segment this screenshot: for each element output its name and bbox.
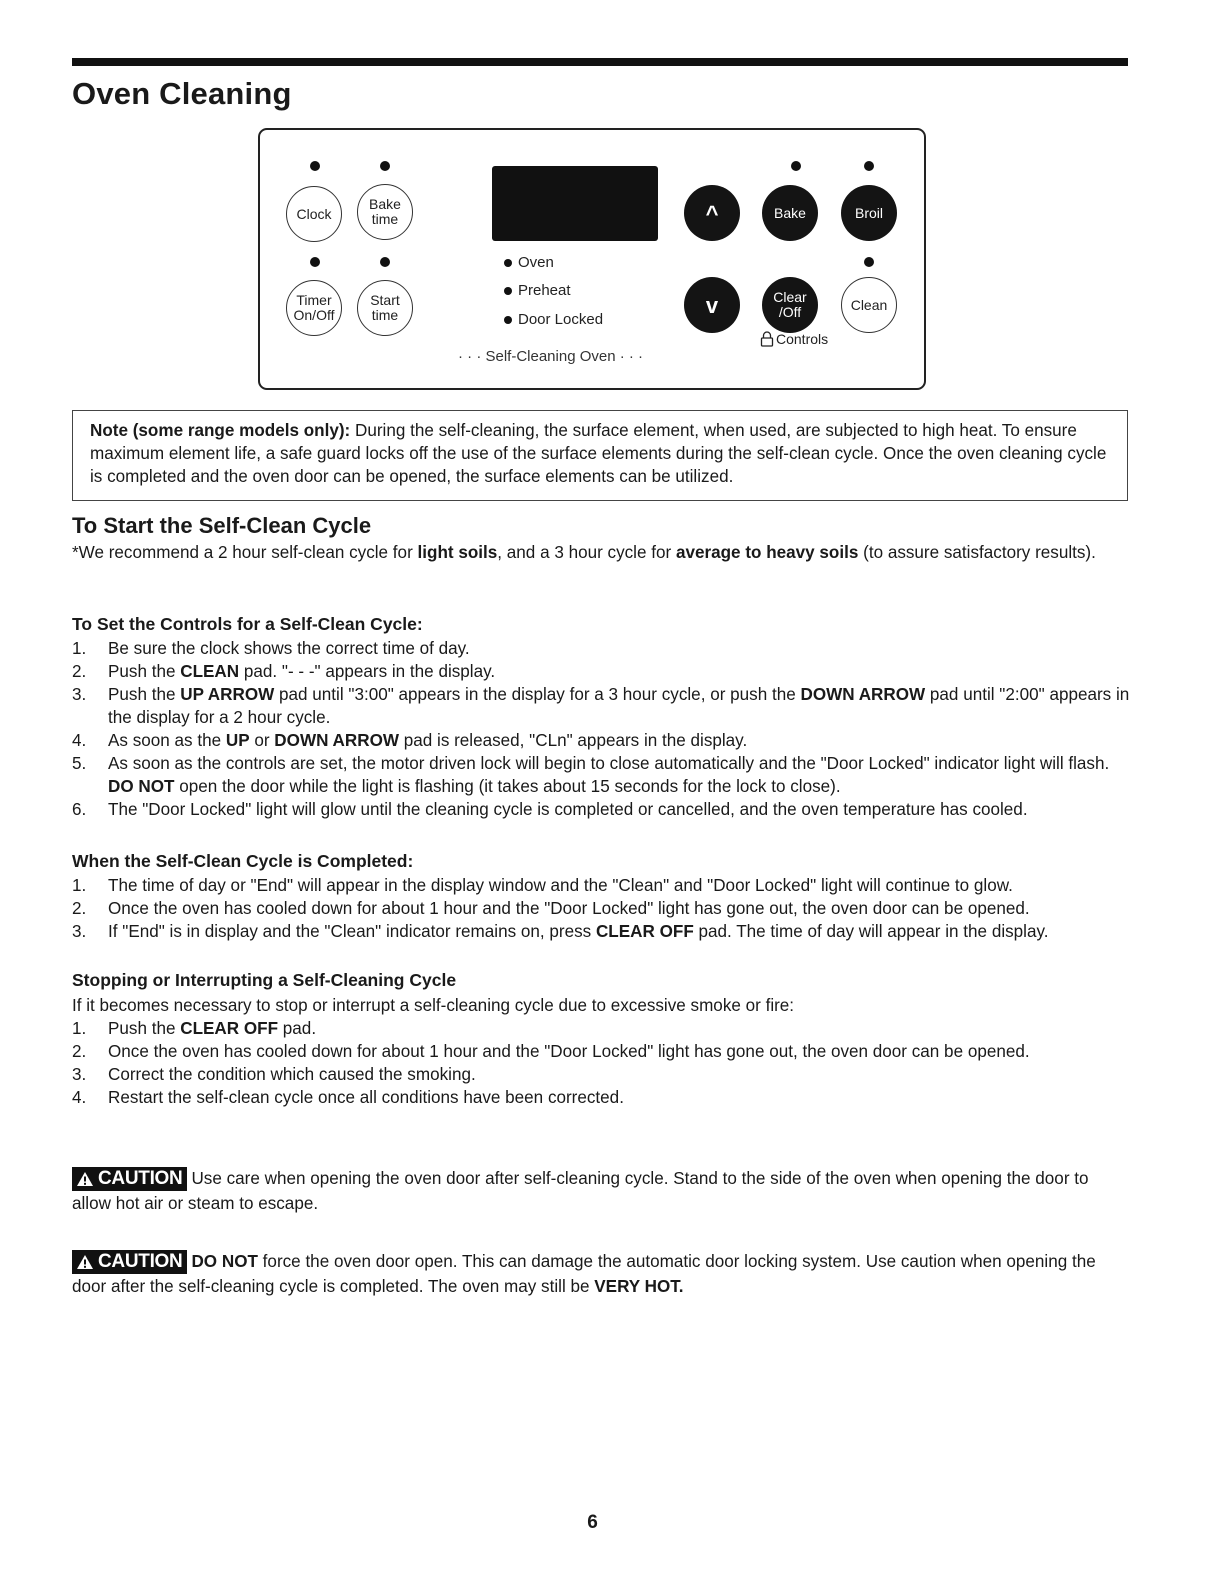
list-item	[72, 874, 1132, 897]
step-text: Once the oven has cooled down for about 1 hour and the "Door Locked" light has gone out, the oven door can be opened.	[108, 1042, 1030, 1061]
list-item	[72, 920, 1132, 943]
indicator-light	[864, 257, 874, 267]
list-item	[72, 637, 1132, 660]
step-bold-text: CLEAR OFF	[180, 1019, 279, 1038]
broil-pad-label: Broil	[854, 204, 883, 221]
set-controls-heading: To Set the Controls for a Self-Clean Cycle:	[72, 614, 423, 634]
step-bold-text: UP ARROW	[180, 685, 275, 704]
step-text: If "End" is in display and the "Clean" indicator remains on, press	[108, 922, 596, 941]
step-number: 2.	[72, 662, 87, 681]
start-intro-bold: light soils	[417, 543, 498, 562]
note-text: During the self-cleaning, the surface element, when used, are subjected to high heat. To ensure maximum element life, a safe guard locks off the use of the surface elements during the self-clean cycle. Once the oven cleaning cycle is completed and the oven door can be opened, the surface elements can be utilized.	[90, 421, 1107, 486]
lock-icon	[760, 331, 774, 347]
door-locked-indicator	[504, 311, 603, 328]
bake-pad	[762, 185, 818, 241]
caution-2-bold: DO NOT	[191, 1252, 258, 1271]
list-item	[72, 1017, 1132, 1040]
bake-time-pad	[357, 184, 413, 240]
digital-display	[492, 166, 658, 241]
controls-lock-label	[760, 331, 828, 347]
indicator-light	[791, 161, 801, 171]
completed-steps	[72, 874, 1132, 943]
timer-pad-label: Timer On/Off	[293, 292, 335, 323]
door-locked-indicator-dot	[504, 316, 512, 324]
preheat-indicator-dot	[504, 287, 512, 295]
note-label: Note (some range models only):	[90, 421, 351, 440]
step-bold-text: DO NOT	[108, 777, 175, 796]
clear-off-pad	[762, 277, 818, 333]
step-text: Once the oven has cooled down for about 1 hour and the "Door Locked" light has gone out, the oven door can be opened.	[108, 899, 1030, 918]
list-item	[72, 729, 1132, 752]
door-locked-indicator-label: Door Locked	[518, 311, 604, 328]
caution-2-bold: VERY HOT.	[594, 1277, 684, 1296]
step-text: Push the	[108, 662, 181, 681]
note-box	[72, 410, 1128, 501]
step-number: 4.	[72, 731, 87, 750]
caution-badge-label: CAUTION	[98, 1251, 183, 1272]
down-arrow-icon: v	[705, 292, 719, 318]
indicator-light	[380, 257, 390, 267]
step-text: The "Door Locked" light will glow until the cleaning cycle is completed or cancelled, and the oven temperature has cooled.	[108, 800, 1028, 819]
step-text: or	[249, 731, 275, 750]
controls-lock-text: Controls	[776, 331, 829, 347]
list-item	[72, 683, 1132, 729]
step-number: 3.	[72, 685, 87, 704]
warning-icon	[76, 1254, 94, 1270]
caution-badge-label: CAUTION	[98, 1168, 183, 1189]
list-item	[72, 1040, 1132, 1063]
step-text: Correct the condition which caused the smoking.	[108, 1065, 476, 1084]
page-number: 6	[587, 1512, 598, 1533]
preheat-indicator	[504, 282, 571, 299]
step-bold-text: UP	[225, 731, 250, 750]
step-bold-text: DOWN ARROW	[800, 685, 926, 704]
caution-1	[72, 1166, 1132, 1216]
clean-pad-label: Clean	[850, 296, 888, 313]
self-cleaning-oven-label: · · · Self-Cleaning Oven · · ·	[458, 348, 644, 365]
step-number: 6.	[72, 800, 87, 819]
step-text: Be sure the clock shows the correct time of day.	[108, 639, 470, 658]
step-number: 1.	[72, 639, 87, 658]
oven-indicator-dot	[504, 259, 512, 267]
stopping-heading: Stopping or Interrupting a Self-Cleaning Cycle	[72, 970, 457, 990]
list-item	[72, 660, 1132, 683]
down-arrow-pad	[684, 277, 740, 333]
step-number: 2.	[72, 899, 87, 918]
page-title: Oven Cleaning	[72, 76, 292, 111]
step-number: 3.	[72, 922, 87, 941]
oven-indicator	[504, 254, 554, 271]
step-text: pad is released, "CLn" appears in the display.	[399, 731, 748, 750]
start-time-pad-label: Start time	[370, 292, 400, 323]
indicator-light	[310, 257, 320, 267]
completed-heading: When the Self-Clean Cycle is Completed:	[72, 851, 414, 871]
preheat-indicator-label: Preheat	[518, 282, 571, 299]
step-text: pad until "3:00" appears in the display for a 3 hour cycle, or push the	[274, 685, 801, 704]
up-arrow-pad	[684, 185, 740, 241]
start-intro-text: , and a 3 hour cycle for	[497, 543, 676, 562]
caution-2-text: force the oven door open. This can damage the automatic door locking system. Use caution when opening the door after the self-cleaning cycle is completed. The oven may still be	[72, 1252, 1096, 1296]
indicator-light	[310, 161, 320, 171]
timer-pad	[286, 280, 342, 336]
control-panel-diagram	[258, 128, 926, 390]
step-number: 2.	[72, 1042, 87, 1061]
step-number: 4.	[72, 1088, 87, 1107]
list-item	[72, 752, 1132, 798]
step-text: Push the	[108, 1019, 181, 1038]
step-text: The time of day or "End" will appear in the display window and the "Clean" and "Door Locked" light will continue to glow.	[108, 876, 1013, 895]
indicator-light	[380, 161, 390, 171]
step-text: pad. The time of day will appear in the display.	[693, 922, 1049, 941]
broil-pad	[841, 185, 897, 241]
list-item	[72, 897, 1132, 920]
top-rule	[72, 58, 1128, 66]
warning-icon	[76, 1171, 94, 1187]
up-arrow-icon: ^	[705, 200, 719, 226]
step-number: 5.	[72, 754, 87, 773]
step-bold-text: CLEAN	[180, 662, 240, 681]
step-text: As soon as the	[108, 731, 226, 750]
step-text: Restart the self-clean cycle once all conditions have been corrected.	[108, 1088, 624, 1107]
clock-pad	[286, 186, 342, 242]
step-number: 1.	[72, 876, 87, 895]
step-text: Push the	[108, 685, 181, 704]
start-time-pad	[357, 280, 413, 336]
list-item	[72, 1063, 1132, 1086]
caution-2	[72, 1249, 1132, 1299]
caution-badge	[72, 1250, 187, 1274]
oven-indicator-label: Oven	[518, 254, 554, 271]
caution-1-text: Use care when opening the oven door after self-cleaning cycle. Stand to the side of the oven when opening the door to allow hot air or steam to escape.	[72, 1169, 1089, 1213]
start-intro-text: *We recommend a 2 hour self-clean cycle for	[72, 543, 418, 562]
list-item	[72, 1086, 1132, 1109]
step-text: pad.	[278, 1019, 317, 1038]
step-bold-text: CLEAR OFF	[595, 922, 694, 941]
clear-off-pad-label: Clear /Off	[773, 289, 807, 320]
set-controls-steps	[72, 637, 1132, 821]
step-number: 3.	[72, 1065, 87, 1084]
start-intro-text: (to assure satisfactory results).	[858, 543, 1096, 562]
bake-pad-label: Bake	[774, 204, 806, 221]
start-intro	[72, 541, 1132, 564]
stopping-intro: If it becomes necessary to stop or interrupt a self-cleaning cycle due to excessive smoke or fire:	[72, 996, 795, 1015]
bake-time-pad-label: Bake time	[369, 196, 401, 227]
list-item	[72, 798, 1132, 821]
clean-pad	[841, 277, 897, 333]
clock-pad-label: Clock	[296, 205, 332, 222]
step-text: As soon as the controls are set, the motor driven lock will begin to close automatically and the "Door Locked" indicator light will flash.	[108, 754, 1110, 773]
indicator-light	[864, 161, 874, 171]
step-text: pad. "- - -" appears in the display.	[239, 662, 496, 681]
start-heading: To Start the Self-Clean Cycle	[72, 513, 372, 538]
step-bold-text: DOWN ARROW	[274, 731, 399, 750]
start-intro-bold: average to heavy soils	[675, 543, 859, 562]
caution-badge	[72, 1167, 187, 1191]
step-number: 1.	[72, 1019, 87, 1038]
stopping-steps	[72, 1017, 1132, 1109]
step-text: open the door while the light is flashing (it takes about 15 seconds for the lock to close).	[174, 777, 841, 796]
step-text: pad until "2:00" appears in the display for a 2 hour cycle.	[108, 685, 1130, 727]
